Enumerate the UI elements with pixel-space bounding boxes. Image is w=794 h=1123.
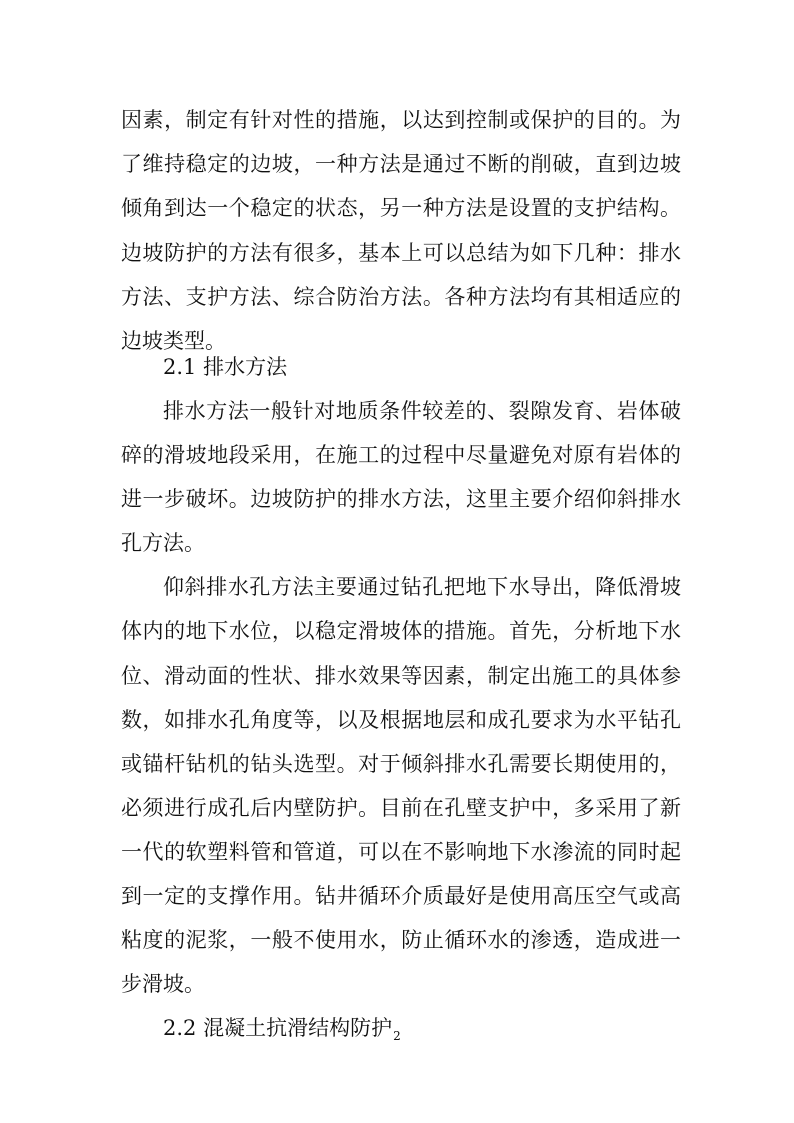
paragraph-line: 位、滑动面的性状、排水效果等因素，制定出施工的具体参 xyxy=(121,664,681,688)
paragraph-line: 孔方法。 xyxy=(121,531,205,555)
paragraph-line: 到一定的支撑作用。钻井循环介质最好是使用高压空气或高 xyxy=(121,884,681,908)
paragraph-line: 数，如排水孔角度等，以及根据地层和成孔要求为水平钻孔 xyxy=(121,708,681,732)
paragraph-line: 碎的滑坡地段采用，在施工的过程中尽量避免对原有岩体的 xyxy=(121,443,681,467)
paragraph-line: 步滑坡。 xyxy=(121,972,205,996)
paragraph-line: 方法、支护方法、综合防治方法。各种方法均有其相适应的 xyxy=(121,285,681,309)
paragraph-line: 体内的地下水位，以稳定滑坡体的措施。首先，分析地下水 xyxy=(121,619,681,643)
paragraph-line: 进一步破坏。边坡防护的排水方法，这里主要介绍仰斜排水 xyxy=(121,487,681,511)
paragraph-line: 或锚杆钻机的钻头选型。对于倾斜排水孔需要长期使用的， xyxy=(121,752,681,776)
section-heading-2-2: 2.2 混凝土抗滑结构防护 xyxy=(163,1016,393,1040)
page-number: 2 xyxy=(393,1029,401,1043)
paragraph-line: 倾角到达一个稳定的状态，另一种方法是设置的支护结构。 xyxy=(121,196,681,220)
paragraph-line: 排水方法一般针对地质条件较差的、裂隙发育、岩体破 xyxy=(163,399,681,423)
section-heading-2-1: 2.1 排水方法 xyxy=(163,355,288,379)
paragraph-line: 了维持稳定的边坡，一种方法是通过不断的削破，直到边坡 xyxy=(121,152,681,176)
paragraph-line: 一代的软塑料管和管道，可以在不影响地下水渗流的同时起 xyxy=(121,840,681,864)
paragraph-line: 必须进行成孔后内壁防护。目前在孔壁支护中，多采用了新 xyxy=(121,796,681,820)
paragraph-line: 粘度的泥浆，一般不使用水，防止循环水的渗透，造成进一 xyxy=(121,928,681,952)
paragraph-line: 边坡防护的方法有很多，基本上可以总结为如下几种：排水 xyxy=(121,241,681,265)
paragraph-line: 边坡类型。 xyxy=(121,329,226,353)
paragraph-line: 因素，制定有针对性的措施，以达到控制或保护的目的。为 xyxy=(121,108,681,132)
paragraph-line: 仰斜排水孔方法主要通过钻孔把地下水导出，降低滑坡 xyxy=(163,575,681,599)
